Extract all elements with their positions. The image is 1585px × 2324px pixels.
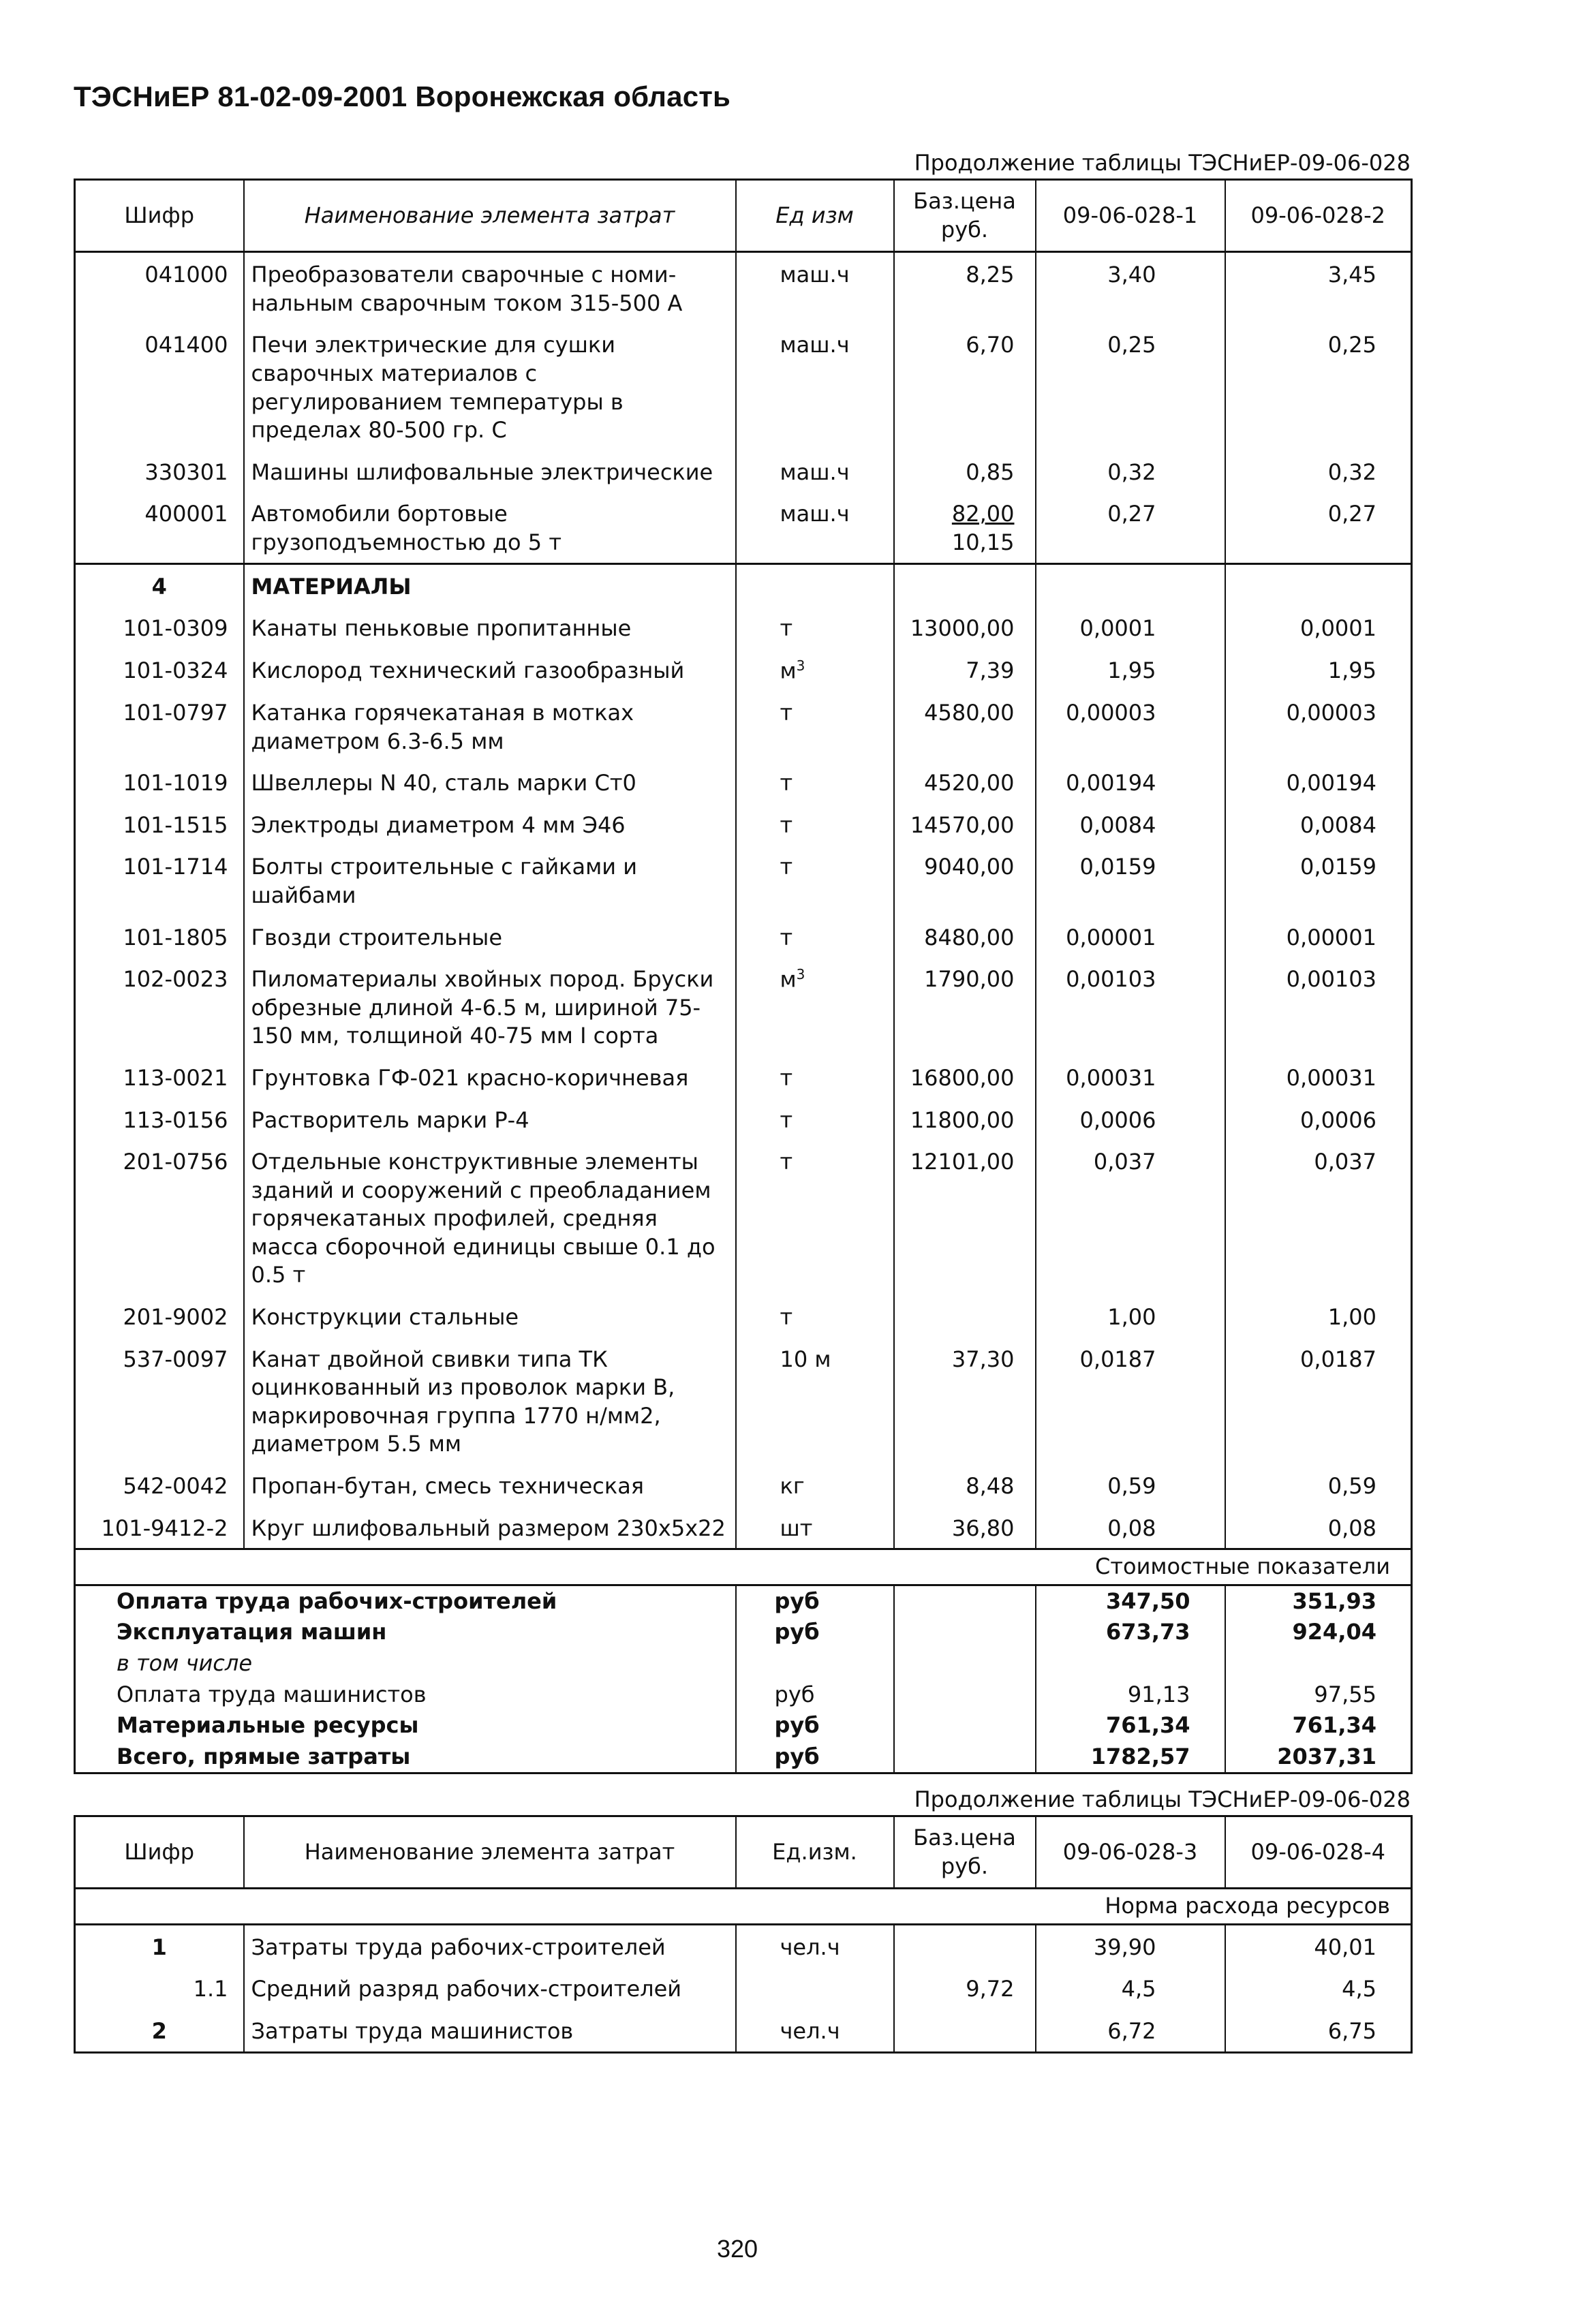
norm-value-1: 4,5 <box>1036 1967 1225 2009</box>
section-code: 4 <box>75 563 244 606</box>
price-value: 8480,00 <box>924 924 1015 950</box>
price-value: 11800,00 <box>910 1106 1015 1133</box>
resource-code: 537-0097 <box>123 1346 228 1372</box>
header-col-2: 09-06-028-2 <box>1225 180 1412 252</box>
cost-value-1: 91,13 <box>1036 1679 1225 1711</box>
empty-cell <box>894 1585 1036 1617</box>
resource-code: 101-1019 <box>123 770 228 796</box>
unit-superscript: 3 <box>796 657 805 674</box>
cost-value-1: 673,73 <box>1036 1617 1225 1648</box>
cost-unit: руб <box>736 1710 894 1741</box>
material-row <box>75 1140 1412 1295</box>
resource-name: Катанка горячекатаная в мотках диаметром 6.3-6.5 мм <box>244 691 736 761</box>
material-row <box>75 691 1412 761</box>
material-row <box>75 1056 1412 1098</box>
resource-code: 201-9002 <box>123 1304 228 1331</box>
cost-row <box>75 1679 1412 1711</box>
unit-text: т <box>780 770 793 796</box>
empty-cell <box>894 1648 1036 1679</box>
resource-unit <box>736 1295 894 1337</box>
norm-value-1: 0,32 <box>1036 450 1225 493</box>
resource-unit <box>736 606 894 649</box>
resource-unit <box>736 252 894 324</box>
cost-value-2 <box>1225 1648 1412 1679</box>
price-value: 8,25 <box>966 262 1015 288</box>
cost-value-1: 1782,57 <box>1036 1741 1225 1773</box>
resource-unit <box>736 761 894 803</box>
material-row <box>75 1098 1412 1141</box>
cost-unit: руб <box>736 1617 894 1648</box>
norm-value-2: 1,95 <box>1225 649 1412 691</box>
resource-code: 1 <box>151 1934 167 1960</box>
unit-text: маш.ч <box>780 262 850 288</box>
norm-value-2: 0,00003 <box>1225 691 1412 761</box>
norm-value-1: 0,25 <box>1036 323 1225 450</box>
resource-code: 2 <box>151 2017 167 2044</box>
unit-text: т <box>780 699 793 726</box>
base-price <box>894 2009 1036 2052</box>
resource-unit <box>736 1056 894 1098</box>
resource-unit <box>736 1506 894 1549</box>
header-price: Баз.цена руб. <box>894 180 1036 252</box>
resource-name: Швеллеры N 40, сталь марки Ст0 <box>244 761 736 803</box>
price-value: 8,48 <box>966 1473 1015 1500</box>
material-row <box>75 1337 1412 1464</box>
resource-name: Затраты труда рабочих-строителей <box>244 1924 736 1967</box>
resource-unit <box>736 323 894 450</box>
price-value: 37,30 <box>951 1346 1015 1372</box>
norm-value-2: 0,59 <box>1225 1464 1412 1506</box>
header-col-1: 09-06-028-1 <box>1036 180 1225 252</box>
unit-text: т <box>780 1106 793 1133</box>
resource-code: 101-1515 <box>123 811 228 838</box>
resource-unit <box>736 1967 894 2009</box>
resource-code: 101-0324 <box>123 657 228 683</box>
norm-value-1: 0,59 <box>1036 1464 1225 1506</box>
price-value: 9,72 <box>966 1976 1015 2002</box>
norm-section-row <box>75 1889 1412 1925</box>
cost-unit: руб <box>736 1741 894 1773</box>
norm-value-1: 1,95 <box>1036 649 1225 691</box>
resource-code: 041400 <box>144 332 228 358</box>
price-value: 36,80 <box>951 1515 1015 1541</box>
unit-superscript: 3 <box>796 966 805 983</box>
price-value: 6,70 <box>966 332 1015 358</box>
unit-text: м <box>780 966 797 993</box>
resource-name: Гвозди строительные <box>244 916 736 958</box>
norm-value-1: 0,0001 <box>1036 606 1225 649</box>
base-price <box>894 1464 1036 1506</box>
cost-label: Оплата труда рабочих-строителей <box>117 1587 557 1614</box>
resource-unit <box>736 1140 894 1295</box>
price-value: 1790,00 <box>924 966 1015 993</box>
unit-text: т <box>780 1149 793 1175</box>
section-row <box>75 563 1412 606</box>
cost-section-label: Стоимостные показатели <box>75 1549 1412 1585</box>
resource-name: Канат двойной свивки типа ТК оцинкованный из проволок марки В, маркировочная группа 1770 н/мм2, диаметром 5.5 мм <box>244 1337 736 1464</box>
cost-value-2: 761,34 <box>1225 1710 1412 1741</box>
material-row <box>75 1506 1412 1549</box>
price-value: 7,39 <box>966 657 1015 683</box>
resource-code: 102-0023 <box>123 966 228 993</box>
empty-cell <box>736 563 894 606</box>
resource-name: Электроды диаметром 4 мм Э46 <box>244 803 736 846</box>
resource-name: Грунтовка ГФ-021 красно-коричневая <box>244 1056 736 1098</box>
empty-cell <box>1225 563 1412 606</box>
resource-code: 201-0756 <box>123 1149 228 1175</box>
machine-row <box>75 252 1412 324</box>
base-price <box>894 1924 1036 1967</box>
table1-caption: Продолжение таблицы ТЭСНиЕР-09-06-028 <box>914 150 1411 176</box>
resource-unit <box>736 1924 894 1967</box>
norm-value-1: 0,0084 <box>1036 803 1225 846</box>
labor-row <box>75 1967 1412 2009</box>
machine-row <box>75 323 1412 450</box>
empty-cell <box>894 1679 1036 1711</box>
resource-name: Растворитель марки Р-4 <box>244 1098 736 1141</box>
cost-label: Материальные ресурсы <box>117 1712 419 1739</box>
cost-value-2: 924,04 <box>1225 1617 1412 1648</box>
resource-code: 101-9412-2 <box>101 1515 228 1541</box>
unit-text: т <box>780 615 793 642</box>
unit-text: чел.ч <box>780 2017 840 2044</box>
table-header-row <box>75 180 1412 252</box>
resource-unit <box>736 1337 894 1464</box>
norm-value-2: 0,00194 <box>1225 761 1412 803</box>
table2-caption: Продолжение таблицы ТЭСНиЕР-09-06-028 <box>914 1786 1411 1812</box>
header-col-3: 09-06-028-3 <box>1036 1816 1225 1889</box>
base-price <box>894 1337 1036 1464</box>
resource-name: Конструкции стальные <box>244 1295 736 1337</box>
unit-text: т <box>780 1064 793 1091</box>
norm-value-1: 1,00 <box>1036 1295 1225 1337</box>
resource-name: Преобразователи сварочные с номи-нальным сварочным током 315-500 А <box>244 252 736 324</box>
unit-text: 10 м <box>780 1346 831 1372</box>
norm-value-2: 6,75 <box>1225 2009 1412 2052</box>
norm-value-1: 0,00031 <box>1036 1056 1225 1098</box>
cost-value-1: 347,50 <box>1036 1585 1225 1617</box>
cost-unit: руб <box>736 1679 894 1711</box>
base-price <box>894 957 1036 1056</box>
header-code: Шифр <box>75 1816 244 1889</box>
price-value: 4520,00 <box>924 770 1015 796</box>
resource-unit <box>736 803 894 846</box>
norm-value-1: 6,72 <box>1036 2009 1225 2052</box>
material-row <box>75 606 1412 649</box>
header-col-4: 09-06-028-4 <box>1225 1816 1412 1889</box>
cost-row <box>75 1648 1412 1679</box>
price-value: 82,00 <box>951 501 1015 527</box>
resource-code: 113-0021 <box>123 1064 228 1091</box>
header-name: Наименование элемента затрат <box>244 1816 736 1889</box>
norm-value-1: 0,0006 <box>1036 1098 1225 1141</box>
material-row <box>75 845 1412 915</box>
base-price <box>894 252 1036 324</box>
machine-row <box>75 450 1412 493</box>
cost-unit: руб <box>736 1585 894 1617</box>
cost-label: в том числе <box>117 1650 252 1676</box>
norm-value-1: 0,00003 <box>1036 691 1225 761</box>
cost-label: Эксплуатация машин <box>117 1619 387 1645</box>
norm-value-2: 1,00 <box>1225 1295 1412 1337</box>
material-row <box>75 761 1412 803</box>
unit-text: маш.ч <box>780 501 850 527</box>
unit-text: т <box>780 924 793 950</box>
norm-value-2: 0,27 <box>1225 492 1412 563</box>
resource-unit <box>736 2009 894 2052</box>
resource-code: 101-0797 <box>123 699 228 726</box>
base-price <box>894 450 1036 493</box>
resource-unit <box>736 492 894 563</box>
empty-cell <box>894 1710 1036 1741</box>
base-price <box>894 1140 1036 1295</box>
resource-code: 330301 <box>144 459 228 485</box>
cost-label: Всего, прямые затраты <box>117 1743 411 1769</box>
norm-value-2: 0,0187 <box>1225 1337 1412 1464</box>
resource-unit <box>736 649 894 691</box>
material-row <box>75 1464 1412 1506</box>
norm-value-2: 0,037 <box>1225 1140 1412 1295</box>
cost-value-2: 2037,31 <box>1225 1741 1412 1773</box>
empty-cell <box>1036 563 1225 606</box>
unit-text: шт <box>780 1515 813 1541</box>
cost-value-1: 761,34 <box>1036 1710 1225 1741</box>
cost-row <box>75 1585 1412 1617</box>
norm-value-2: 40,01 <box>1225 1924 1412 1967</box>
unit-text: чел.ч <box>780 1934 840 1960</box>
header-unit: Ед.изм. <box>736 1816 894 1889</box>
labor-table <box>74 1815 1413 2054</box>
resource-name: Болты строительные с гайками и шайбами <box>244 845 736 915</box>
cost-value-2: 97,55 <box>1225 1679 1412 1711</box>
resource-code: 400001 <box>144 501 228 527</box>
cost-row <box>75 1710 1412 1741</box>
unit-text: т <box>780 811 793 838</box>
resource-name: Пропан-бутан, смесь техническая <box>244 1464 736 1506</box>
resource-unit <box>736 1098 894 1141</box>
price-value-secondary: 10,15 <box>951 529 1015 555</box>
norm-value-1: 3,40 <box>1036 252 1225 324</box>
table-header-row <box>75 1816 1412 1889</box>
norm-value-1: 0,0159 <box>1036 845 1225 915</box>
resource-code: 542-0042 <box>123 1473 228 1500</box>
resource-name: Автомобили бортовые грузоподъемностью до 5 т <box>244 492 736 563</box>
page-number: 320 <box>717 2235 758 2263</box>
norm-value-2: 3,45 <box>1225 252 1412 324</box>
norm-value-2: 4,5 <box>1225 1967 1412 2009</box>
cost-label: Оплата труда машинистов <box>117 1681 427 1707</box>
base-price <box>894 1967 1036 2009</box>
resource-unit <box>736 916 894 958</box>
resource-code: 041000 <box>144 262 228 288</box>
base-price <box>894 691 1036 761</box>
norm-value-1: 0,08 <box>1036 1506 1225 1549</box>
norm-value-1: 0,0187 <box>1036 1337 1225 1464</box>
document-title: ТЭСНиЕР 81-02-09-2001 Воронежская область <box>74 80 731 112</box>
norm-value-1: 0,00001 <box>1036 916 1225 958</box>
resource-code: 1.1 <box>193 1976 228 2002</box>
machine-row <box>75 492 1412 563</box>
resource-code: 101-1805 <box>123 924 228 950</box>
norm-value-2: 0,08 <box>1225 1506 1412 1549</box>
header-unit: Ед изм <box>736 180 894 252</box>
empty-cell <box>894 1741 1036 1773</box>
base-price <box>894 1506 1036 1549</box>
price-value: 0,85 <box>966 459 1015 485</box>
unit-text: маш.ч <box>780 332 850 358</box>
unit-text: м <box>780 657 797 684</box>
cost-unit <box>736 1648 894 1679</box>
resource-name: Затраты труда машинистов <box>244 2009 736 2052</box>
base-price <box>894 1098 1036 1141</box>
resource-name: Пиломатериалы хвойных пород. Бруски обрезные длиной 4-6.5 м, шириной 75-150 мм, толщиной 40-75 мм I сорта <box>244 957 736 1056</box>
norm-value-1: 39,90 <box>1036 1924 1225 1967</box>
base-price <box>894 649 1036 691</box>
resource-name: Печи электрические для сушки сварочных материалов с регулированием температуры в пределах 80-500 гр. С <box>244 323 736 450</box>
base-price <box>894 916 1036 958</box>
price-value: 13000,00 <box>910 615 1015 642</box>
price-value: 4580,00 <box>924 699 1015 726</box>
base-price <box>894 1295 1036 1337</box>
unit-text: т <box>780 854 793 880</box>
resource-unit <box>736 845 894 915</box>
base-price <box>894 845 1036 915</box>
norm-value-1: 0,00194 <box>1036 761 1225 803</box>
norm-value-1: 0,27 <box>1036 492 1225 563</box>
empty-cell <box>894 1617 1036 1648</box>
resource-name: Канаты пеньковые пропитанные <box>244 606 736 649</box>
labor-row <box>75 2009 1412 2052</box>
base-price <box>894 803 1036 846</box>
material-row <box>75 649 1412 691</box>
resource-name: Машины шлифовальные электрические <box>244 450 736 493</box>
norm-section-label: Норма расхода ресурсов <box>75 1889 1412 1925</box>
norm-value-2: 0,32 <box>1225 450 1412 493</box>
unit-text: маш.ч <box>780 459 850 485</box>
base-price <box>894 606 1036 649</box>
section-name: МАТЕРИАЛЫ <box>244 563 736 606</box>
unit-text: т <box>780 1304 793 1331</box>
base-price <box>894 1056 1036 1098</box>
cost-row <box>75 1741 1412 1773</box>
material-row <box>75 803 1412 846</box>
resource-unit <box>736 957 894 1056</box>
norm-value-2: 0,00031 <box>1225 1056 1412 1098</box>
resource-code: 113-0156 <box>123 1106 228 1133</box>
price-value: 9040,00 <box>924 854 1015 880</box>
header-code: Шифр <box>75 180 244 252</box>
price-value: 16800,00 <box>910 1064 1015 1091</box>
norm-value-2: 0,00103 <box>1225 957 1412 1056</box>
norm-value-2: 0,25 <box>1225 323 1412 450</box>
resource-name: Средний разряд рабочих-строителей <box>244 1967 736 2009</box>
base-price <box>894 323 1036 450</box>
header-name: Наименование элемента затрат <box>244 180 736 252</box>
resource-name: Кислород технический газообразный <box>244 649 736 691</box>
cost-section-row <box>75 1549 1412 1585</box>
material-row <box>75 957 1412 1056</box>
norm-value-2: 0,00001 <box>1225 916 1412 958</box>
resource-code: 101-1714 <box>123 854 228 880</box>
price-value: 14570,00 <box>910 811 1015 838</box>
resource-name: Отдельные конструктивные элементы зданий и сооружений с преобладанием горячекатаных профилей, средняя масса сборочной единицы свыше 0.1 до 0.5 т <box>244 1140 736 1295</box>
norm-value-2: 0,0159 <box>1225 845 1412 915</box>
resource-unit <box>736 691 894 761</box>
resource-name: Круг шлифовальный размером 230x5x22 <box>244 1506 736 1549</box>
cost-row <box>75 1617 1412 1648</box>
resource-unit <box>736 1464 894 1506</box>
resources-table <box>74 179 1413 1774</box>
base-price <box>894 761 1036 803</box>
labor-row <box>75 1924 1412 1967</box>
header-price: Баз.цена руб. <box>894 1816 1036 1889</box>
material-row <box>75 916 1412 958</box>
resource-unit <box>736 450 894 493</box>
empty-cell <box>894 563 1036 606</box>
norm-value-1: 0,00103 <box>1036 957 1225 1056</box>
base-price <box>894 492 1036 563</box>
material-row <box>75 1295 1412 1337</box>
norm-value-2: 0,0006 <box>1225 1098 1412 1141</box>
unit-text: кг <box>780 1473 805 1500</box>
norm-value-1: 0,037 <box>1036 1140 1225 1295</box>
norm-value-2: 0,0084 <box>1225 803 1412 846</box>
cost-value-2: 351,93 <box>1225 1585 1412 1617</box>
price-value: 12101,00 <box>910 1149 1015 1175</box>
resource-code: 101-0309 <box>123 615 228 642</box>
cost-value-1 <box>1036 1648 1225 1679</box>
norm-value-2: 0,0001 <box>1225 606 1412 649</box>
